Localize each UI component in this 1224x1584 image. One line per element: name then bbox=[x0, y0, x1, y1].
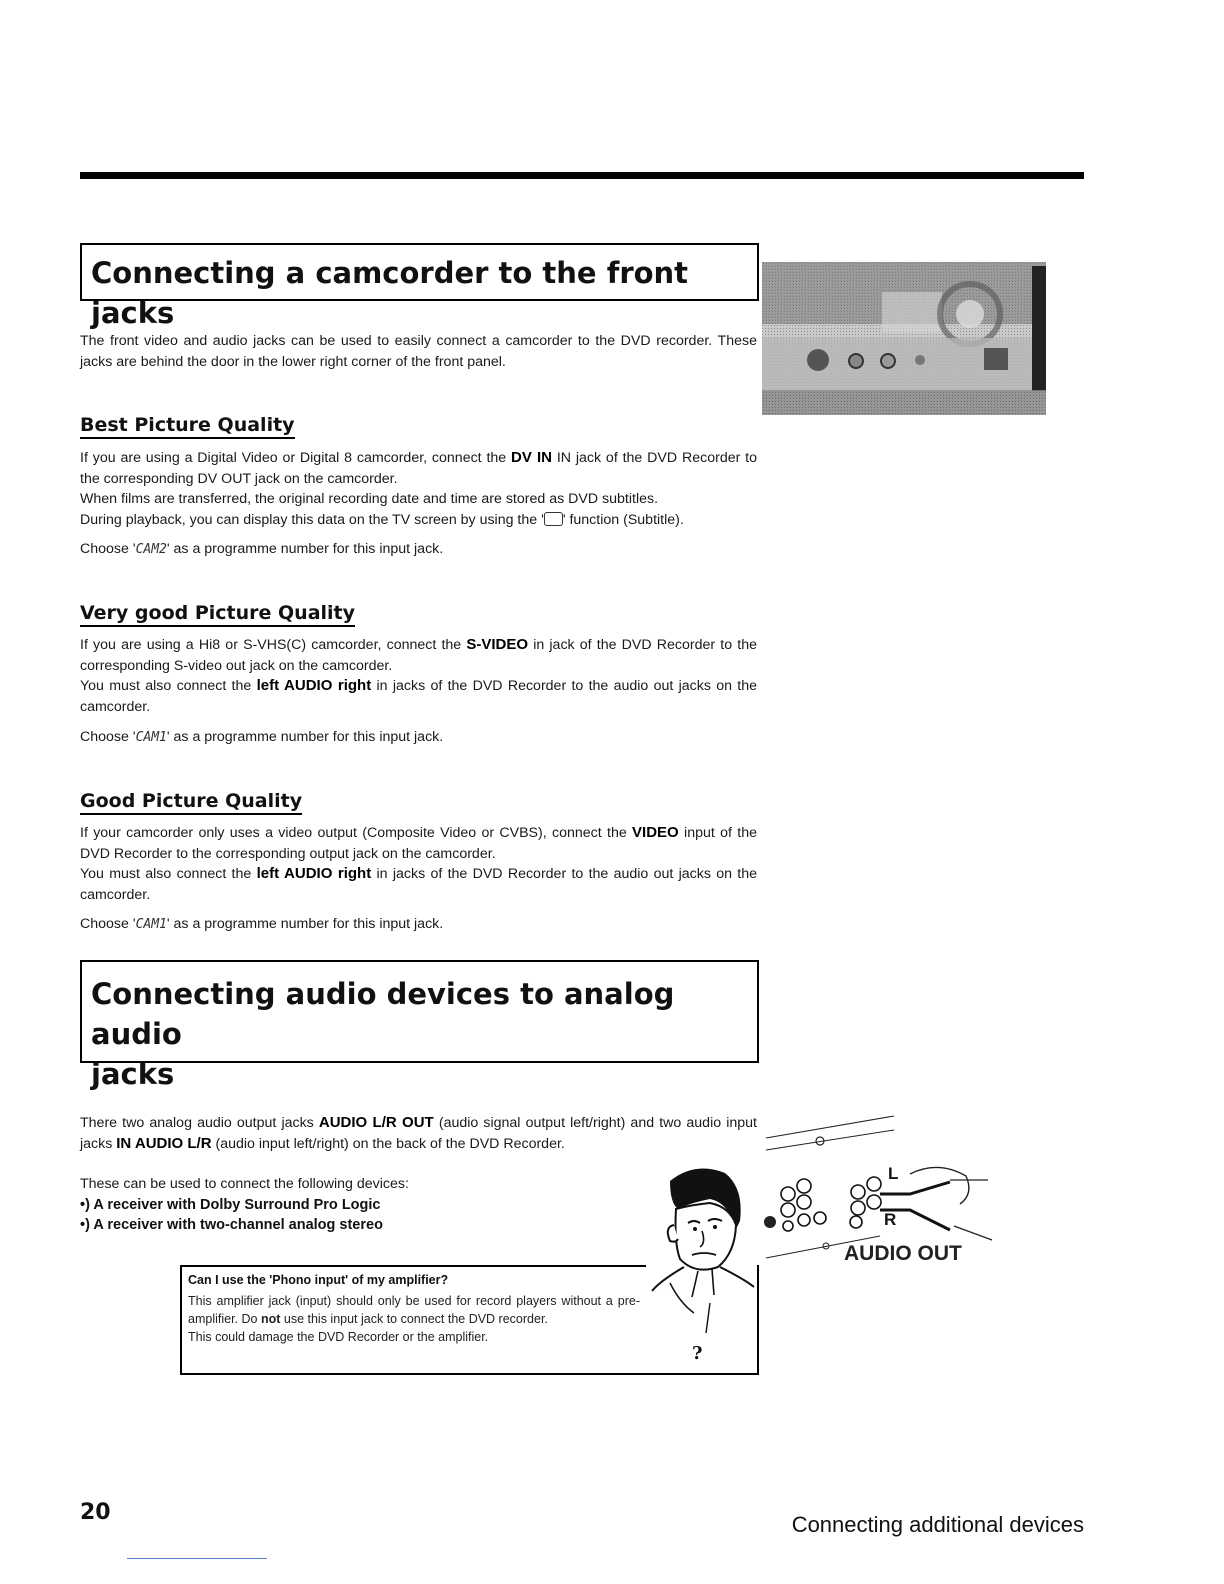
box-top-rule bbox=[180, 1265, 646, 1267]
text: When films are transferred, the original recording date and time are stored as DVD subtitles. bbox=[80, 491, 659, 507]
audio-out-label: AUDIO L/R OUT bbox=[318, 1114, 434, 1131]
text: (audio input left/right) on the back of the DVD Recorder. bbox=[211, 1135, 565, 1152]
text: During playback, you can display this data on the TV screen by using the ' bbox=[80, 511, 544, 528]
text: Choose ' bbox=[80, 541, 136, 557]
text: in jacks of the DVD Recorder to the audio out jacks on the camcorder. bbox=[80, 866, 758, 903]
text: This amplifier jack (input) should only be used for record players without a pre-amplifier. Do bbox=[188, 1294, 640, 1327]
very-good-choose bbox=[80, 727, 443, 748]
text: in jacks of the DVD Recorder to the audio out jacks on the camcorder. bbox=[80, 678, 758, 715]
page-number: 20 bbox=[80, 1500, 111, 1525]
best-choose bbox=[80, 539, 443, 560]
text: If you are using a Hi8 or S-VHS(C) camcorder, connect the bbox=[80, 637, 467, 653]
not-emphasis: not bbox=[260, 1312, 281, 1327]
answer-text bbox=[188, 1292, 640, 1328]
text: If your camcorder only uses a video output (Composite Video or CVBS), connect the bbox=[80, 825, 633, 841]
text: These can be used to connect the following devices: bbox=[80, 1176, 409, 1192]
good-quality-text bbox=[80, 823, 757, 905]
text: Choose ' bbox=[80, 729, 136, 745]
section-title-line1: Connecting audio devices to analog audio bbox=[91, 977, 675, 1051]
front-panel-photo bbox=[762, 262, 1046, 415]
audio-out-caption: AUDIO OUT bbox=[844, 1242, 962, 1265]
jack-label-right: R bbox=[884, 1210, 897, 1229]
audio-label: left AUDIO right bbox=[256, 677, 372, 694]
text: IN jack of the DVD Recorder to the corresponding DV OUT jack on the camcorder. bbox=[80, 450, 757, 487]
heading-text: Good Picture Quality bbox=[80, 790, 302, 815]
text: Choose ' bbox=[80, 916, 136, 932]
video-label: VIDEO bbox=[632, 824, 679, 841]
audio-in-label: IN AUDIO L/R bbox=[116, 1134, 212, 1152]
question-title: Can I use the 'Phono input' of my amplifier? bbox=[188, 1273, 449, 1287]
section-heading-camcorder bbox=[80, 243, 759, 330]
devices-intro bbox=[80, 1174, 640, 1195]
very-good-quality-heading bbox=[80, 602, 355, 627]
text: use this input jack to connect the DVD recorder. bbox=[280, 1312, 548, 1327]
programme-code: CAM1 bbox=[135, 917, 167, 932]
very-good-quality-text bbox=[80, 635, 757, 717]
chapter-title: Connecting additional devices bbox=[791, 1512, 1084, 1537]
subtitle-icon bbox=[544, 512, 563, 526]
best-quality-heading bbox=[80, 414, 295, 439]
camcorder-intro bbox=[80, 331, 757, 372]
jack-label-left: L bbox=[888, 1164, 899, 1183]
text: You must also connect the bbox=[80, 678, 257, 694]
intro-text: The front video and audio jacks can be used to easily connect a camcorder to the DVD recorder. These jacks are behind the door in the lower right corner of the front panel. bbox=[80, 333, 757, 370]
best-quality-text bbox=[80, 448, 757, 530]
text: ' as a programme number for this input jack. bbox=[166, 729, 444, 745]
text: You must also connect the bbox=[80, 866, 257, 882]
text: ' function (Subtitle). bbox=[562, 511, 684, 528]
s-video-label: S-VIDEO bbox=[466, 636, 529, 653]
text: in jack of the DVD Recorder to the corresponding S-video out jack on the camcorder. bbox=[80, 637, 757, 674]
text: If you are using a Digital Video or Digital 8 camcorder, connect the bbox=[80, 450, 512, 466]
warning-text: This could damage the DVD Recorder or the amplifier. bbox=[188, 1330, 489, 1345]
good-quality-heading bbox=[80, 790, 302, 815]
text: ' as a programme number for this input jack. bbox=[166, 916, 444, 932]
question-box bbox=[180, 1265, 759, 1375]
text: There two analog audio output jacks bbox=[80, 1115, 319, 1131]
question-mark: ? bbox=[692, 1343, 703, 1364]
section-heading-audio bbox=[80, 960, 759, 1091]
programme-code: CAM2 bbox=[135, 542, 167, 557]
dv-in-label: DV IN bbox=[511, 449, 552, 466]
device-bullet-2: •) A receiver with two-channel analog stereo bbox=[80, 1217, 383, 1233]
section-title-line2: jacks bbox=[91, 1057, 175, 1091]
programme-code: CAM1 bbox=[135, 730, 167, 745]
footer-link-rule bbox=[127, 1558, 267, 1559]
top-rule bbox=[80, 172, 1084, 179]
heading-text: Very good Picture Quality bbox=[80, 602, 355, 627]
text: (audio signal output left/right) and two audio input jacks bbox=[80, 1115, 757, 1152]
good-choose bbox=[80, 914, 443, 935]
audio-intro bbox=[80, 1113, 757, 1154]
section-title: Connecting a camcorder to the front jacks bbox=[91, 256, 689, 330]
heading-text: Best Picture Quality bbox=[80, 414, 295, 439]
audio-label: left AUDIO right bbox=[256, 865, 372, 882]
device-bullet-1: •) A receiver with Dolby Surround Pro Logic bbox=[80, 1197, 381, 1213]
text: input of the DVD Recorder to the corresponding output jack on the camcorder. bbox=[80, 825, 757, 862]
text: ' as a programme number for this input jack. bbox=[166, 541, 444, 557]
audio-jacks-diagram bbox=[760, 1110, 1000, 1270]
